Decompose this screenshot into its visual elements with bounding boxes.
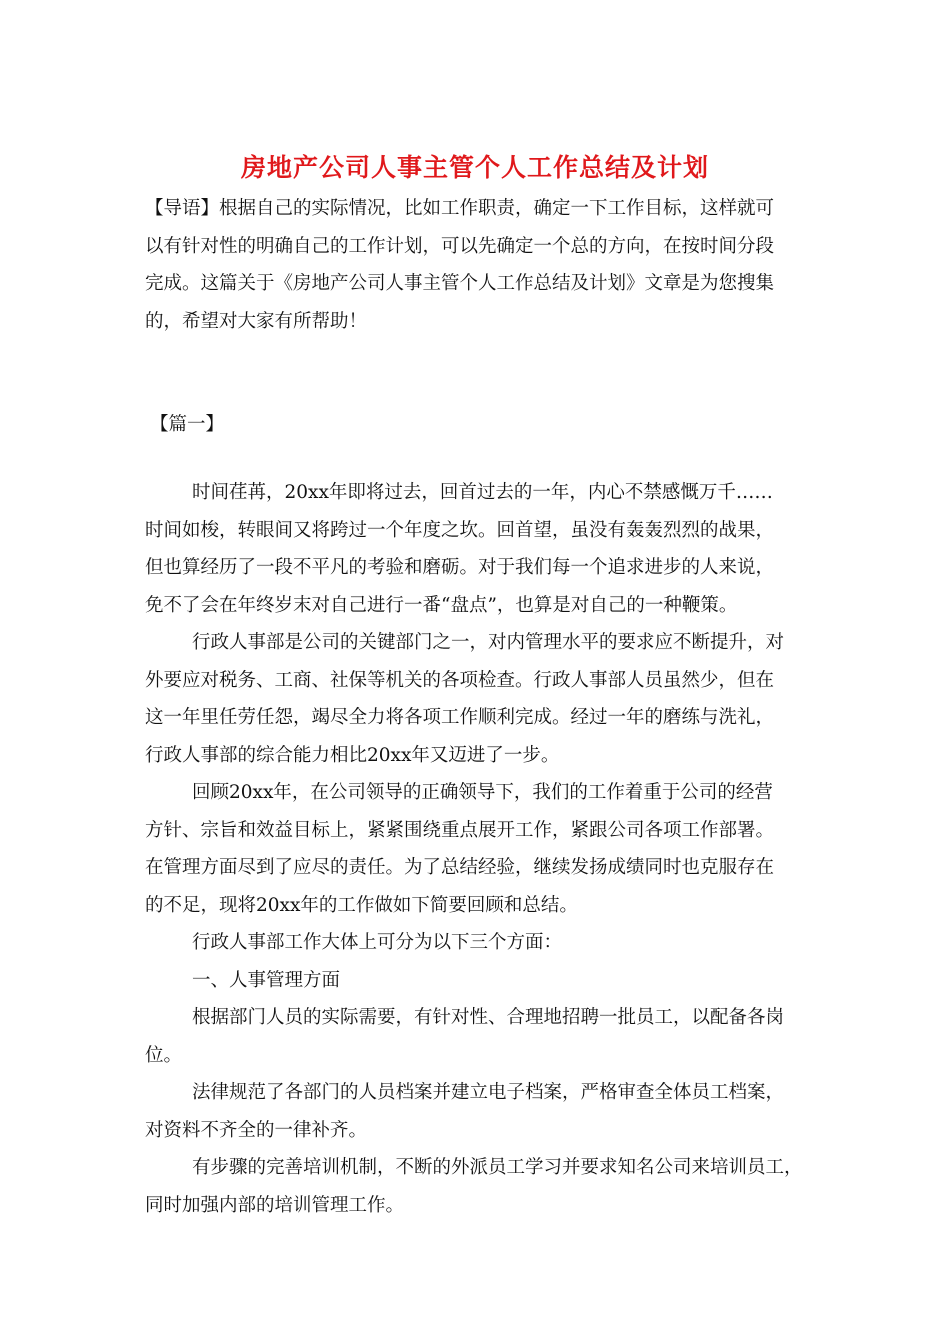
paragraph-line: 但也算经历了一段不平凡的考验和磨砺。对于我们每一个追求进步的人来说， [145, 557, 775, 578]
intro-line: 完成。这篇关于《房地产公司人事主管个人工作总结及计划》文章是为您搜集 [145, 273, 775, 294]
intro-line: 以有针对性的明确自己的工作计划，可以先确定一个总的方向，在按时间分段 [145, 235, 775, 257]
paragraph-line: 行政人事部工作大体上可分为以下三个方面： [192, 932, 563, 953]
section-heading: 【篇一】 [150, 414, 225, 435]
intro-line: 的，希望对大家有所帮助！ [145, 310, 368, 332]
paragraph-line: 法律规范了各部门的人员档案并建立电子档案，严格审查全体员工档案， [192, 1082, 785, 1103]
paragraph-line: 行政人事部的综合能力相比20xx年又迈进了一步。 [145, 744, 560, 766]
document-title: 房地产公司人事主管个人工作总结及计划 [240, 153, 709, 182]
paragraph-line: 外要应对税务、工商、社保等机关的各项检查。行政人事部人员虽然少，但在 [145, 669, 775, 691]
subheading-line: 一、人事管理方面 [192, 969, 341, 991]
paragraph-line: 方针、宗旨和效益目标上，紧紧围绕重点展开工作，紧跟公司各项工作部署。 [145, 819, 775, 841]
body-text [145, 474, 825, 1224]
paragraph-line: 的不足，现将20xx年的工作做如下简要回顾和总结。 [145, 894, 578, 916]
paragraph-line: 对资料不齐全的一律补齐。 [145, 1119, 368, 1141]
paragraph-line: 根据部门人员的实际需要，有针对性、合理地招聘一批员工，以配备各岗 [192, 1007, 785, 1028]
intro-line: 【导语】根据自己的实际情况，比如工作职责，确定一下工作目标，这样就可 [145, 198, 775, 219]
paragraph-line: 回顾20xx年，在公司领导的正确领导下，我们的工作着重于公司的经营 [192, 782, 773, 803]
paragraph-line: 时间荏苒，20xx年即将过去，回首过去的一年，内心不禁感慨万千…… [192, 482, 773, 503]
paragraph-line: 行政人事部是公司的关键部门之一，对内管理水平的要求应不断提升，对 [192, 632, 785, 653]
intro-paragraph [145, 190, 810, 340]
paragraph-line: 有步骤的完善培训机制，不断的外派员工学习并要求知名公司来培训员工， [192, 1157, 803, 1178]
paragraph-line: 免不了会在年终岁末对自己进行一番“盘点”，也算是对自己的一种鞭策。 [145, 594, 738, 616]
paragraph-line: 在管理方面尽到了应尽的责任。为了总结经验，继续发扬成绩同时也克服存在 [145, 857, 775, 878]
paragraph-line: 位。 [145, 1044, 183, 1066]
paragraph-line: 同时加强内部的培训管理工作。 [145, 1194, 405, 1216]
paragraph-line: 这一年里任劳任怨，竭尽全力将各项工作顺利完成。经过一年的磨练与洗礼， [145, 707, 775, 728]
paragraph-line: 时间如梭，转眼间又将跨过一个年度之坎。回首望，虽没有轰轰烈烈的战果， [145, 519, 775, 541]
